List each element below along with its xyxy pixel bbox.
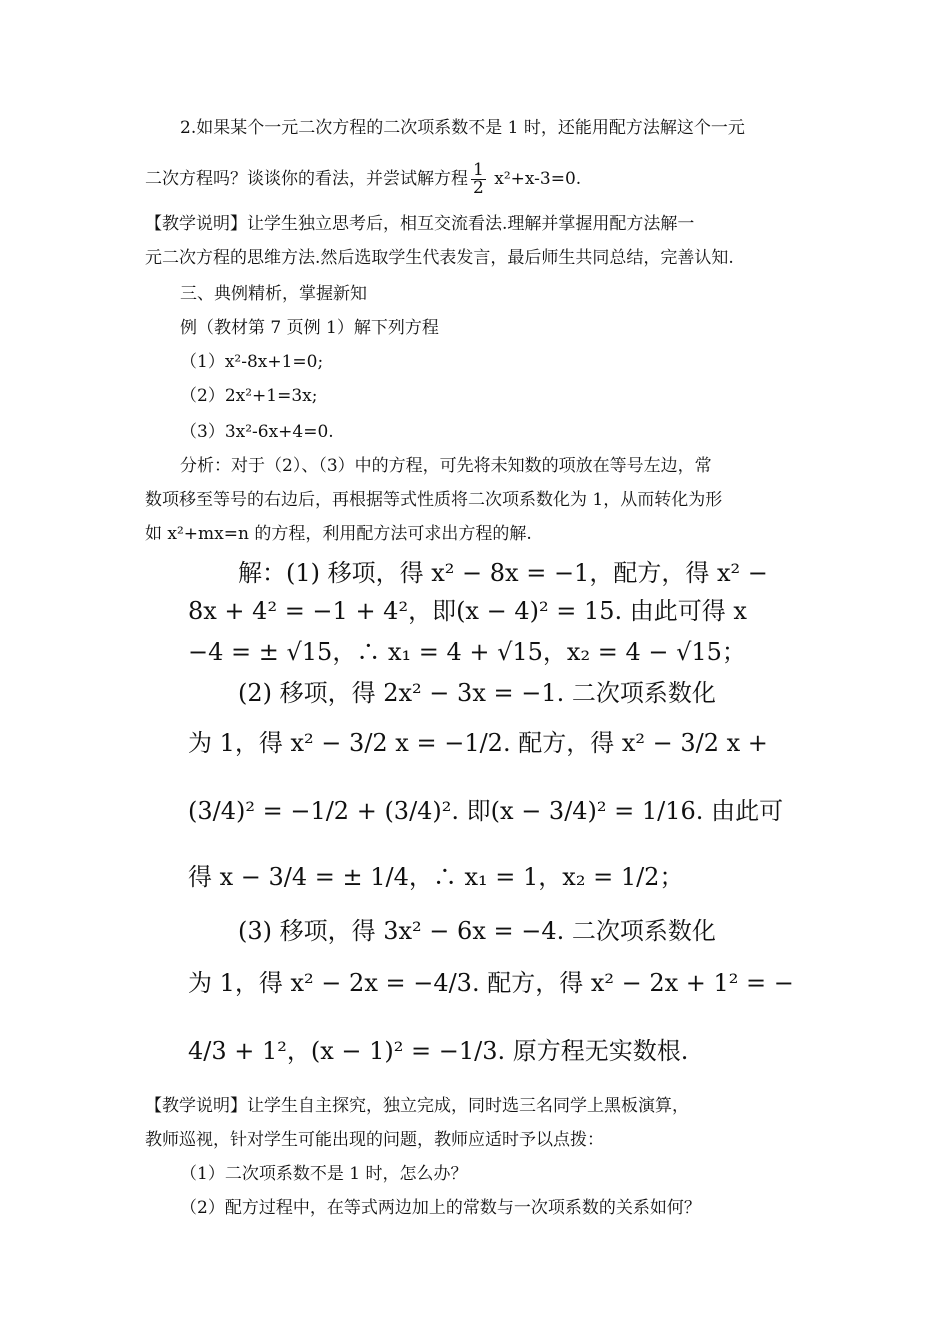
question-2-equation: x²+x-3=0. — [488, 169, 582, 189]
solution-line-1: 解：(1) 移项，得 x² − 8x = −1，配方，得 x² − — [238, 559, 768, 587]
solution-line-6: (3/4)² = −1/2 + (3/4)². 即(x − 3/4)² = 1/16. 由此可 — [188, 797, 784, 825]
solution-line-3: −4 = ± √15，∴ x₁ = 4 + √15，x₂ = 4 − √15； — [188, 638, 746, 666]
equation-3: （3）3x²-6x+4=0. — [180, 422, 334, 442]
teaching-note-1-line-1: 【教学说明】让学生独立思考后，相互交流看法.理解并掌握用配方法解一 — [145, 214, 695, 234]
teaching-note-2-line-1: 【教学说明】让学生自主探究，独立完成，同时选三名同学上黑板演算， — [145, 1096, 689, 1116]
solution-line-4: (2) 移项，得 2x² − 3x = −1. 二次项系数化 — [238, 679, 716, 707]
equation-2: （2）2x²+1=3x; — [180, 386, 318, 406]
fraction-one-half: $\frac{1}{2}$ — [473, 160, 484, 198]
equation-1: （1）x²-8x+1=0; — [180, 352, 324, 372]
teaching-note-2-line-4: （2）配方过程中，在等式两边加上的常数与一次项系数的关系如何？ — [180, 1198, 701, 1218]
solution-line-7: 得 x − 3/4 = ± 1/4，∴ x₁ = 1，x₂ = 1/2； — [188, 863, 684, 891]
analysis-line-3: 如 x²+mx=n 的方程，利用配方法可求出方程的解. — [145, 524, 532, 544]
example-heading: 例（教材第 7 页例 1）解下列方程 — [180, 318, 439, 338]
analysis-line-1: 分析：对于（2）、（3）中的方程，可先将未知数的项放在等号左边，常 — [180, 456, 712, 476]
solution-line-2: 8x + 4² = −1 + 4²，即(x − 4)² = 15. 由此可得 x — [188, 597, 747, 625]
analysis-line-2: 数项移至等号的右边后，再根据等式性质将二次项系数化为 1，从而转化为形 — [145, 490, 723, 510]
solution-line-9: 为 1，得 x² − 2x = −4/3. 配方，得 x² − 2x + 1² = − — [188, 969, 794, 997]
solution-line-5: 为 1，得 x² − 3/2 x = −1/2. 配方，得 x² − 3/2 x + — [188, 729, 768, 757]
question-2-line-1: 2.如果某个一元二次方程的二次项系数不是 1 时，还能用配方法解这个一元 — [180, 118, 745, 138]
teaching-note-2-line-3: （1）二次项系数不是 1 时，怎么办？ — [180, 1164, 468, 1184]
question-2-line-2 — [145, 162, 581, 197]
question-2-text: 二次方程吗？谈谈你的看法，并尝试解方程 — [145, 169, 468, 189]
solution-line-10: 4/3 + 1²，(x − 1)² = −1/3. 原方程无实数根. — [188, 1037, 689, 1065]
section-heading: 三、典例精析，掌握新知 — [180, 284, 367, 304]
teaching-note-2-line-2: 教师巡视，针对学生可能出现的问题，教师应适时予以点拨： — [145, 1130, 604, 1150]
teaching-note-1-line-2: 元二次方程的思维方法.然后选取学生代表发言，最后师生共同总结，完善认知. — [145, 248, 734, 268]
solution-line-8: (3) 移项，得 3x² − 6x = −4. 二次项系数化 — [238, 917, 716, 945]
